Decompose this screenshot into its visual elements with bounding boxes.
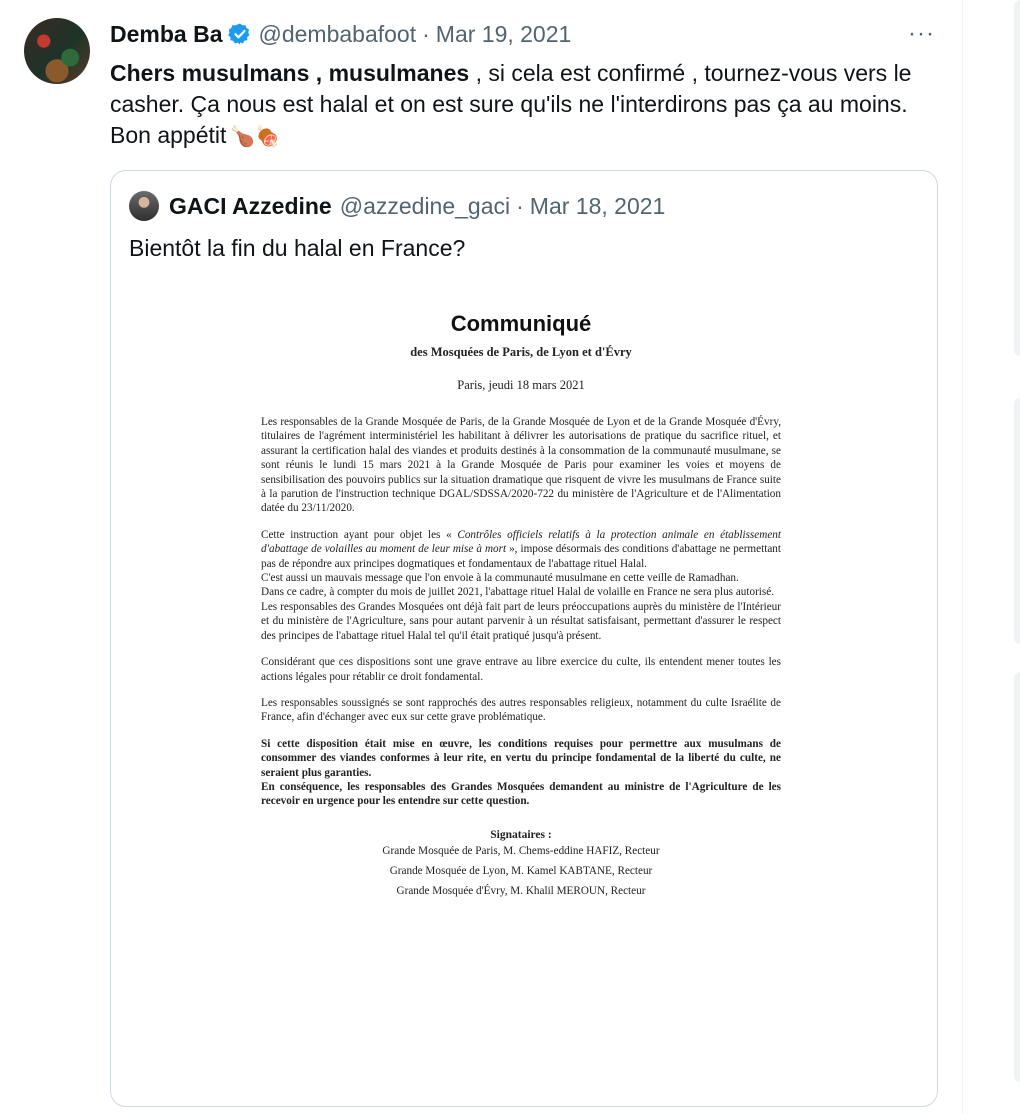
handle[interactable]: @dembabafoot [258,20,417,47]
sidebar-card [1014,0,1020,356]
quoted-handle[interactable]: @azzedine_gaci [339,192,511,219]
paragraph: Dans ce cadre, à compter du mois de juillet 2021, l'abattage rituel Halal de volaille en France ne sera plus autorisé. [261,586,775,599]
more-options-icon[interactable]: ··· [908,20,935,47]
communique-body [261,415,781,809]
quoted-avatar[interactable] [129,191,159,221]
paragraph: En conséquence, les responsables des Grandes Mosquées demandent au ministre de l'Agriculture de les recevoir en urgence pour les entendre sur cette question. [261,780,781,808]
signatory: Grande Mosquée d'Évry, M. Khalil MEROUN, Recteur [396,884,646,897]
sidebar-card [1014,672,1020,1082]
communique-image[interactable] [261,311,781,901]
communique-title: Communiqué [450,311,592,336]
quoted-tweet-header [129,191,665,221]
tweet-date[interactable]: Mar 19, 2021 [435,20,572,47]
sidebar-card [1014,398,1020,644]
quoted-separator: · [516,192,524,219]
avatar[interactable] [24,18,90,84]
signatory: Grande Mosquée de Lyon, M. Kamel KABTANE, Recteur [389,864,653,877]
paragraph: Les responsables de la Grande Mosquée de Paris, de la Grande Mosquée de Lyon et de la Grande Mosquée d'Évry, titulaires de l'agrément interministériel les habilitant à délivrer les autorisations de pratique du sacrifice rituel, et assurant la certification halal des viandes et produits destinés à la consommation de la communauté musulmane, se sont réunis le lundi 15 mars 2021 à la Grande Mosquée de Paris pour examiner les voies et moyens de sensibilisation des pouvoirs publics sur la situation dramatique que risquent de vivre les musulmans de France suite à la parution de l'instruction technique DGAL/SDSSA/2020-722 du ministère de l'Agriculture et de l'Alimentation datée du 23/11/2020. [261,416,781,515]
signatory: Grande Mosquée de Paris, M. Chems-eddine HAFIZ, Recteur [382,844,660,857]
food-emoji-icon: 🍗🍖 [230,126,281,148]
communique-date: Paris, jeudi 18 mars 2021 [457,378,585,392]
display-name[interactable]: Demba Ba [110,20,223,47]
separator: · [422,20,430,47]
tweet-text-rest: , si cela est confirmé , tournez-vous vers le casher. Ça nous est halal et on est sure qu'ils ne l'interdirons pas ça au moins. Bon appétit [110,60,912,148]
paragraph: Cette instruction ayant pour objet les « Contrôles officiels relatifs à la protection animale en établissement d'abattage de volailles au moment de leur mise à mort », impose désormais des conditions d'abattage ne permettant pas de répondre aux principes dogmatiques et fondamentaux de l'abattage rituel Halal. [261,528,782,570]
tweet-text [110,58,950,153]
paragraph: Les responsables des Grandes Mosquées ont déjà fait part de leurs préoccupations auprès du ministère de l'Intérieur et du ministère de l'Agriculture, sans pour autant parvenir à un résultat satisfaisant, permettant d'assurer le respect des principes de l'abattage rituel Halal tel qu'il était pratiqué jusqu'à présent. [261,600,781,642]
verified-badge-icon[interactable] [228,22,252,46]
right-sidebar [962,0,1020,1114]
paragraph: Si cette disposition était mise en œuvre, les conditions requises pour permettre aux musulmans de consommer des viandes conformes à leur rite, en vertu du principe fondamental de la liberté du culte, ne seraient plus garanties. [261,737,781,779]
quoted-tweet-text: Bientôt la fin du halal en France? [129,235,466,261]
signatories-heading: Signataires : [490,828,552,841]
paragraph: Considérant que ces dispositions sont une grave entrave au libre exercice du culte, ils entendent mener toutes les actions légales pour rétablir ce droit fondamental. [261,656,781,683]
paragraph: C'est aussi un mauvais message que l'on envoie à la communauté musulmane en cette veille de Ramadhan. [261,572,739,585]
quoted-display-name[interactable]: GACI Azzedine [169,192,332,219]
paragraph: Les responsables soussignés se sont rapprochés des autres responsables religieux, notamment du culte Israélite de France, afin d'échanger avec eux sur cette grave problématique. [261,696,781,724]
quoted-date[interactable]: Mar 18, 2021 [529,192,666,219]
tweet-header [110,20,571,48]
tweet-text-bold: Chers musulmans , musulmanes [110,60,470,86]
communique-subtitle: des Mosquées de Paris, de Lyon et d'Évry [410,345,632,359]
quoted-tweet[interactable] [110,170,938,1107]
